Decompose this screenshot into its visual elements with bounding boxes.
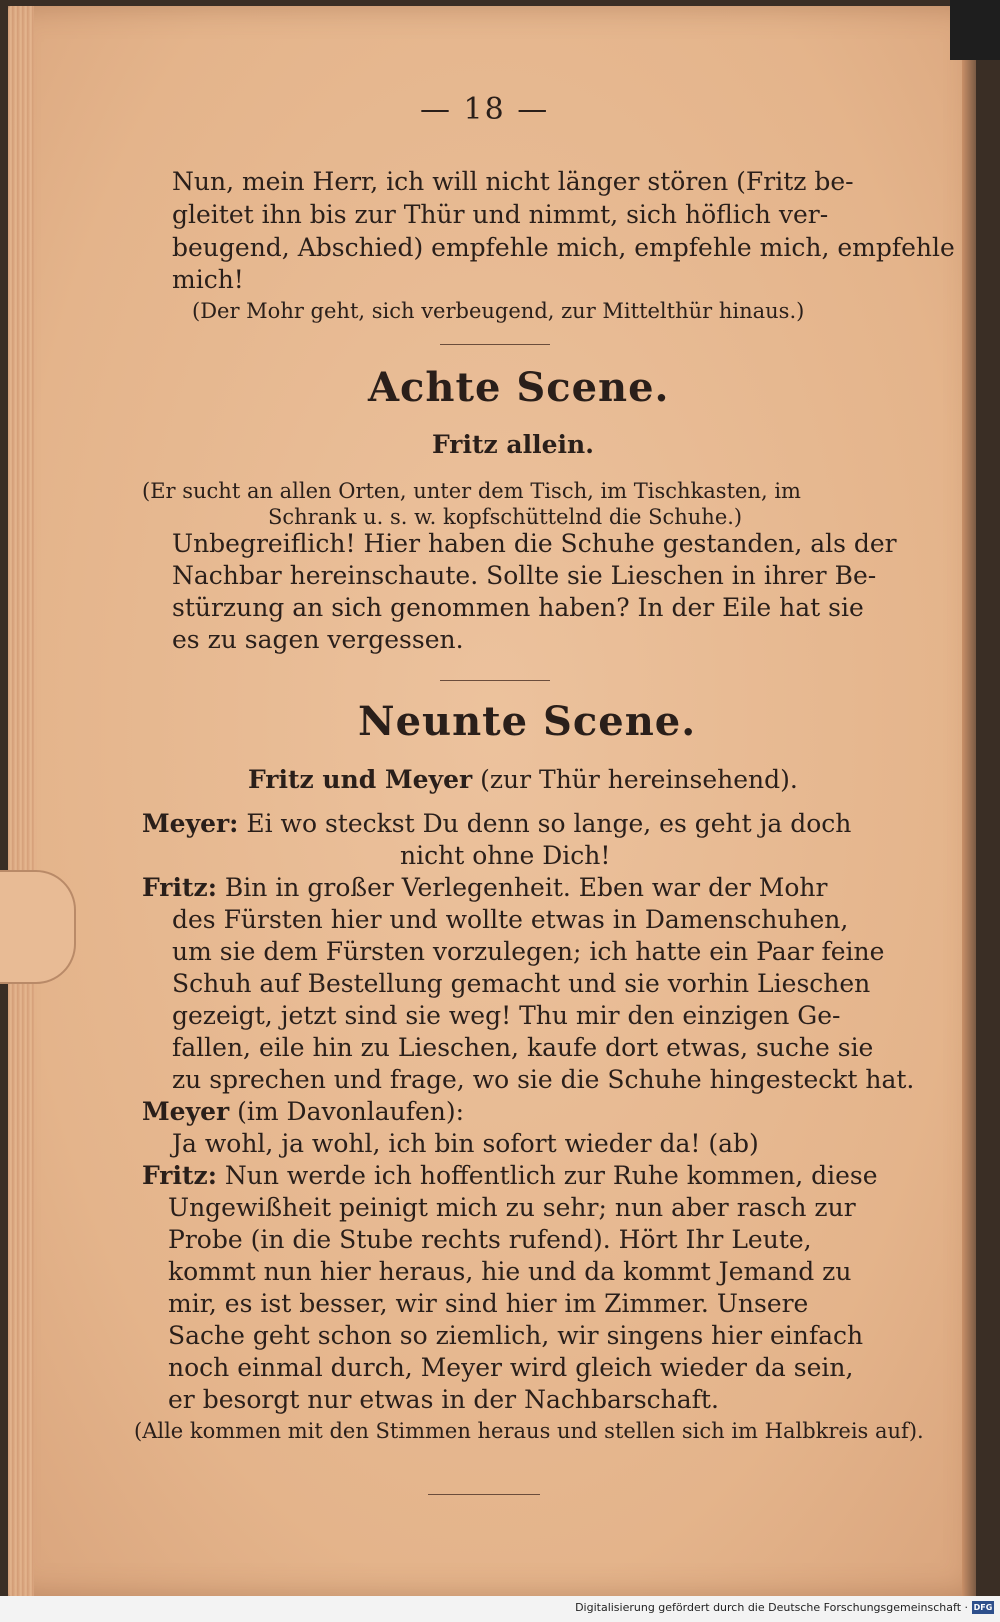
dialogue-line bbox=[142, 1160, 878, 1191]
dialogue-line: gezeigt, jetzt sind sie weg! Thu mir den einzigen Ge- bbox=[172, 1001, 841, 1030]
dialogue-line: Schuh auf Bestellung gemacht und sie vorhin Lieschen bbox=[172, 969, 871, 998]
scene-heading: Neunte Scene. bbox=[358, 698, 697, 745]
scan-background-corner bbox=[950, 0, 1000, 60]
text-line: stürzung an sich genommen haben? In der Eile hat sie bbox=[172, 593, 864, 622]
text-line: es zu sagen vergessen. bbox=[172, 625, 464, 654]
page-stack-edge bbox=[8, 6, 34, 1596]
stage-direction: (Der Mohr geht, sich verbeugend, zur Mittelthür hinaus.) bbox=[192, 299, 805, 323]
section-divider bbox=[440, 680, 550, 681]
speaker-fritz: Fritz: bbox=[142, 873, 217, 902]
dialogue-line: fallen, eile hin zu Lieschen, kaufe dort etwas, suche sie bbox=[172, 1033, 874, 1062]
section-divider bbox=[440, 344, 550, 345]
dialogue-line: Sache geht schon so ziemlich, wir singens hier einfach bbox=[168, 1321, 864, 1350]
speaker-meyer: Meyer: bbox=[142, 809, 239, 838]
scene-subheading: Fritz allein. bbox=[432, 430, 594, 459]
text-line: gleitet ihn bis zur Thür und nimmt, sich höflich ver- bbox=[172, 200, 829, 229]
stage-direction: Schrank u. s. w. kopfschüttelnd die Schuhe.) bbox=[268, 505, 743, 529]
stage-direction: (zur Thür hereinsehend). bbox=[472, 765, 798, 794]
stage-direction: (Er sucht an allen Orten, unter dem Tisch, im Tischkasten, im bbox=[142, 479, 801, 503]
text-line: Nun, mein Herr, ich will nicht länger stören (Fritz be- bbox=[172, 167, 854, 196]
text-line: beugend, Abschied) empfehle mich, empfehle mich, empfehle bbox=[172, 233, 955, 262]
scene-heading: Achte Scene. bbox=[368, 364, 670, 411]
digitization-credit: Digitalisierung gefördert durch die Deutsche Forschungsgemeinschaft · bbox=[575, 1601, 968, 1614]
dialogue-line: er besorgt nur etwas in der Nachbarschaft. bbox=[168, 1385, 719, 1414]
dialogue-text: Nun werde ich hoffentlich zur Ruhe kommen, diese bbox=[216, 1161, 878, 1190]
dialogue-text: Ei wo steckst Du denn so lange, es geht ja doch bbox=[238, 809, 852, 838]
speaker-names: Fritz und Meyer bbox=[248, 765, 473, 794]
scene-subheading bbox=[248, 764, 798, 795]
dialogue-line: Ja wohl, ja wohl, ich bin sofort wieder da! (ab) bbox=[172, 1129, 759, 1158]
stage-direction: (im Davonlaufen): bbox=[229, 1097, 465, 1126]
dialogue-line: mir, es ist besser, wir sind hier im Zimmer. Unsere bbox=[168, 1289, 809, 1318]
text-line: Nachbar hereinschaute. Sollte sie Lieschen in ihrer Be- bbox=[172, 561, 877, 590]
text-line: Unbegreiflich! Hier haben die Schuhe gestanden, als der bbox=[172, 529, 897, 558]
dialogue-line: kommt nun hier heraus, hie und da kommt Jemand zu bbox=[168, 1257, 852, 1286]
stage-direction: (Alle kommen mit den Stimmen heraus und stellen sich im Halbkreis auf). bbox=[134, 1419, 924, 1443]
dialogue-line: Probe (in die Stube rechts rufend). Hört Ihr Leute, bbox=[168, 1225, 812, 1254]
dfg-logo: DFG bbox=[973, 1603, 993, 1612]
dialogue-line: des Fürsten hier und wollte etwas in Damenschuhen, bbox=[172, 905, 849, 934]
speaker-fritz: Fritz: bbox=[142, 1161, 217, 1190]
dialogue-line bbox=[142, 808, 851, 839]
dialogue-line: noch einmal durch, Meyer wird gleich wieder da sein, bbox=[168, 1353, 854, 1382]
speaker-meyer: Meyer bbox=[142, 1097, 230, 1126]
dialogue-line: nicht ohne Dich! bbox=[400, 841, 611, 870]
page-clip-tab bbox=[0, 870, 76, 984]
dialogue-line: Ungewißheit peinigt mich zu sehr; nun aber rasch zur bbox=[168, 1193, 856, 1222]
dialogue-text: Bin in großer Verlegenheit. Eben war der Mohr bbox=[216, 873, 828, 902]
section-divider bbox=[428, 1494, 540, 1495]
page-gutter-shadow bbox=[962, 6, 976, 1596]
page-number: — 18 — bbox=[420, 92, 550, 127]
text-line: mich! bbox=[172, 265, 244, 294]
dialogue-line: um sie dem Fürsten vorzulegen; ich hatte ein Paar feine bbox=[172, 937, 885, 966]
dialogue-line bbox=[142, 872, 827, 903]
dialogue-line bbox=[142, 1096, 464, 1127]
dialogue-line: zu sprechen und frage, wo sie die Schuhe hingesteckt hat. bbox=[172, 1065, 915, 1094]
